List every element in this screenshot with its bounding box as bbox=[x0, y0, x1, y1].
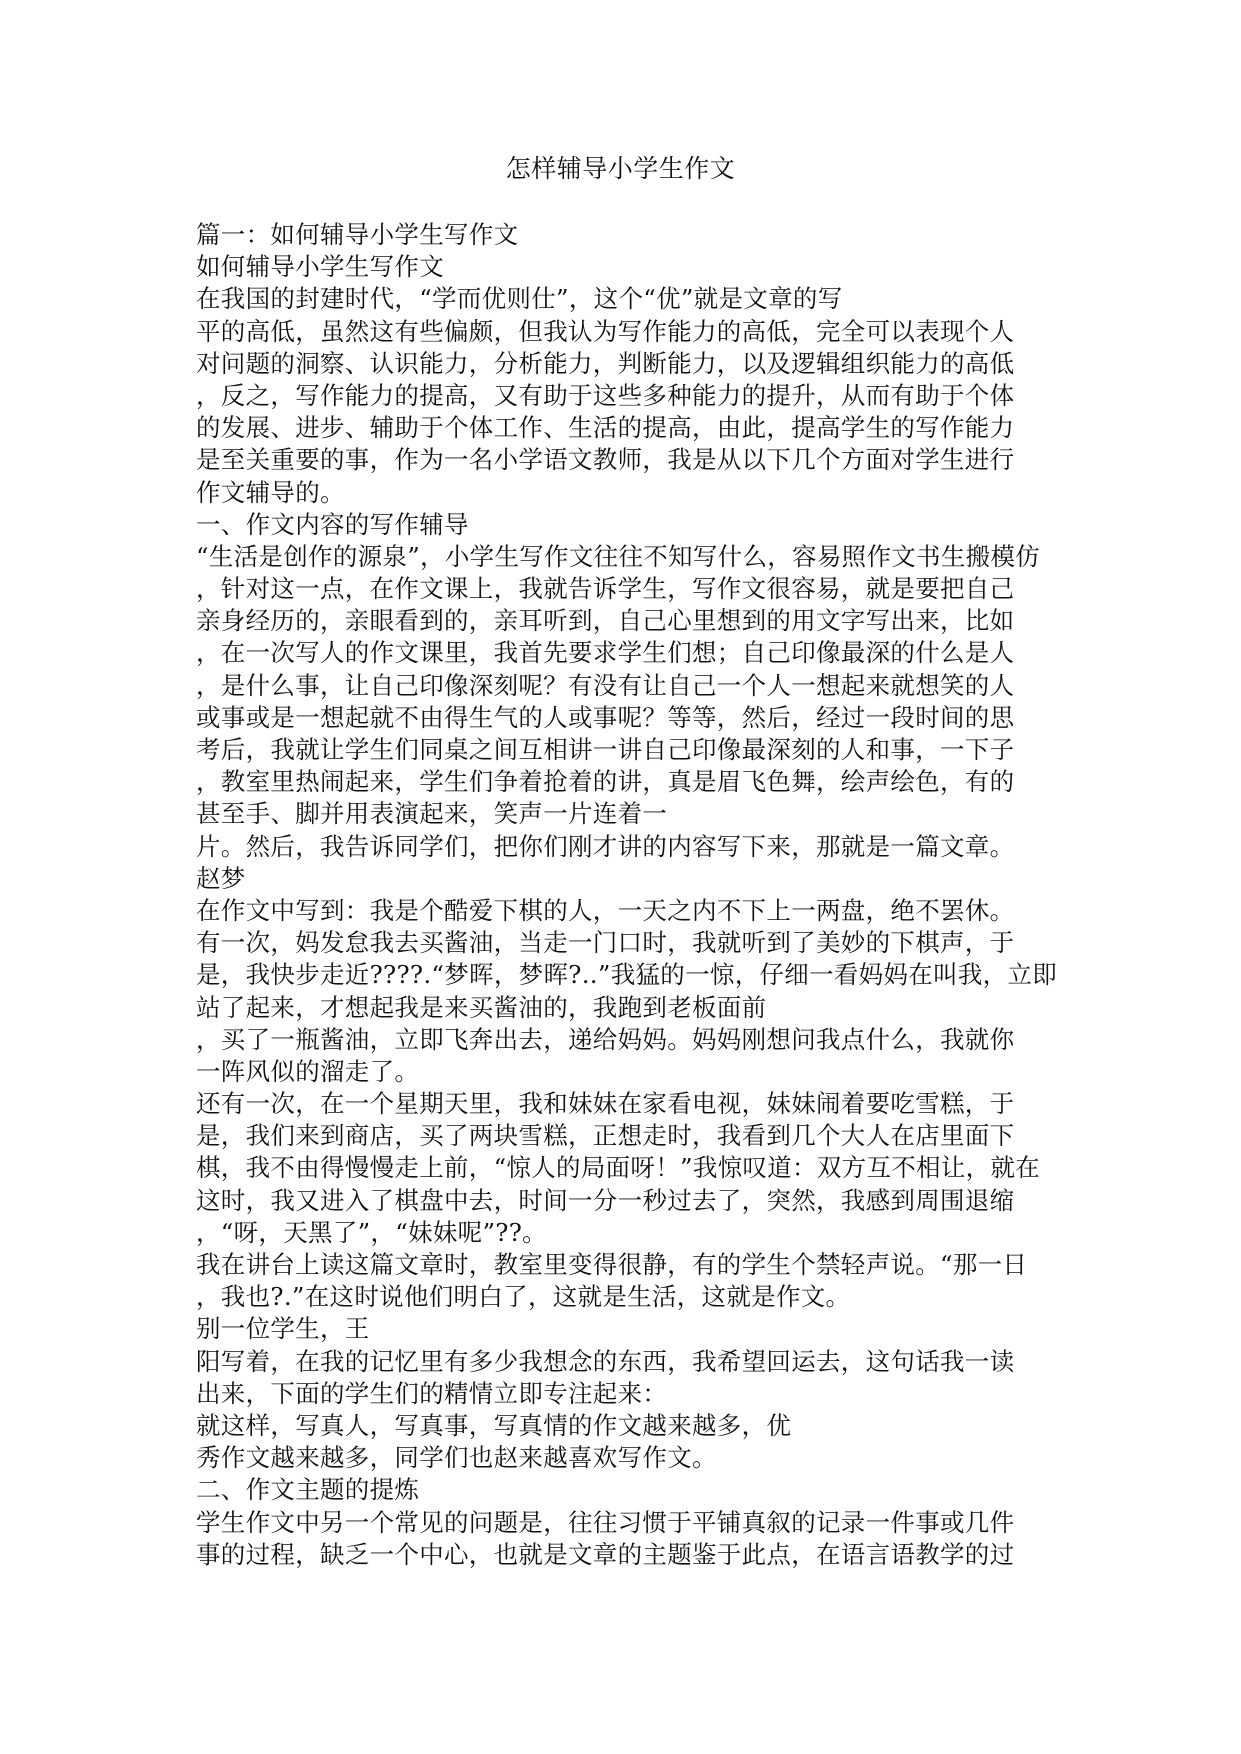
text-line: 对问题的洞察、认识能力，分析能力，判断能力，以及逻辑组织能力的高低 bbox=[196, 348, 1015, 378]
text-line: 考后，我就让学生们同桌之间互相讲一讲自己印像最深刻的人和事，一下子 bbox=[196, 735, 1015, 764]
text-line: 二、作文主题的提炼 bbox=[196, 1475, 420, 1505]
text-line: 是，我们来到商店，买了两块雪糕，正想走时，我看到几个大人在店里面下 bbox=[196, 1121, 1015, 1151]
text-line: 在我国的封建时代，“学而优则仕”，这个“优”就是文章的写 bbox=[196, 284, 843, 314]
text-line: 如何辅导小学生写作文 bbox=[196, 252, 444, 282]
text-line: 一、作文内容的写作辅导 bbox=[196, 509, 469, 539]
text-line: 秀作文越来越多，同学们也赵来越喜欢写作文。 bbox=[196, 1443, 717, 1473]
text-line: 学生作文中另一个常见的问题是，往往习惯于平铺真叙的记录一件事或几件 bbox=[196, 1507, 1015, 1537]
text-line: ，反之，写作能力的提高，又有助于这些多种能力的提升，从而有助于个体 bbox=[196, 380, 1015, 410]
text-line: “生活是创作的源泉”，小学生写作文往往不知写什么，容易照作文书生搬模仿 bbox=[196, 541, 1041, 571]
text-line: 站了起来，才想起我是来买酱油的，我跑到老板面前 bbox=[196, 992, 767, 1022]
text-line: 篇一：如何辅导小学生写作文 bbox=[196, 220, 519, 249]
text-line: 平的高低，虽然这有些偏颇，但我认为写作能力的高低，完全可以表现个人 bbox=[196, 316, 1015, 346]
text-line: ，教室里热闹起来，学生们争着抢着的讲，真是眉飞色舞，绘声绘色，有的 bbox=[196, 767, 1015, 797]
text-line: 或事或是一想起就不由得生气的人或事呢？等等，然后，经过一段时间的思 bbox=[196, 702, 1015, 732]
text-line: ，我也?.”在这时说他们明白了，这就是生活，这就是作文。 bbox=[196, 1282, 851, 1312]
text-line: ，是什么事，让自己印像深刻呢？有没有让自己一个人一想起来就想笑的人 bbox=[196, 670, 1015, 700]
text-line: 这时，我又进入了棋盘中去，时间一分一秒过去了，突然，我感到周围退缩 bbox=[196, 1185, 1015, 1215]
text-line: 事的过程，缺乏一个中心，也就是文章的主题鉴于此点，在语言语教学的过 bbox=[196, 1539, 1015, 1569]
text-line: 就这样，写真人，写真事，写真情的作文越来越多，优 bbox=[196, 1410, 792, 1440]
text-line: 甚至手、脚并用表演起来，笑声一片连着一 bbox=[196, 799, 668, 829]
text-line: ，针对这一点，在作文课上，我就告诉学生，写作文很容易，就是要把自己 bbox=[196, 574, 1015, 604]
text-line: 片。然后，我告诉同学们，把你们刚才讲的内容写下来，那就是一篇文章。 bbox=[196, 831, 1015, 861]
text-line: 棋，我不由得慢慢走上前，“惊人的局面呀！”我惊叹道：双方互不相让，就在 bbox=[196, 1153, 1041, 1183]
text-line: 别一位学生，王 bbox=[196, 1314, 370, 1344]
text-line: 出来，下面的学生们的精情立即专注起来： bbox=[196, 1378, 668, 1408]
text-line: 亲身经历的，亲眼看到的，亲耳听到，自己心里想到的用文字写出来，比如 bbox=[196, 606, 1015, 636]
document-title: 怎样辅导小学生作文 bbox=[505, 154, 736, 183]
text-line: 阳写着，在我的记忆里有多少我想念的东西，我希望回运去，这句话我一读 bbox=[196, 1346, 1015, 1376]
text-line: 在作文中写到：我是个酷爱下棋的人，一天之内不下上一两盘，绝不罢休。 bbox=[196, 895, 1015, 925]
text-line: ，“呀，天黑了”，“妹妹呢”??。 bbox=[196, 1217, 547, 1247]
text-line: 作文辅导的。 bbox=[196, 477, 345, 507]
text-line: 赵梦 bbox=[196, 863, 246, 893]
text-line: 有一次，妈发怠我去买酱油，当走一门口时，我就听到了美妙的下棋声，于 bbox=[196, 928, 1015, 958]
document-body bbox=[196, 219, 1076, 1571]
text-line: 我在讲台上读这篇文章时，教室里变得很静，有的学生个禁轻声说。“那一日 bbox=[196, 1250, 1028, 1279]
text-line: 的发展、进步、辅助于个体工作、生活的提高，由此，提高学生的写作能力 bbox=[196, 413, 1015, 443]
text-line: 是至关重要的事，作为一名小学语文教师，我是从以下几个方面对学生进行 bbox=[196, 445, 1015, 475]
text-line: 一阵风似的溜走了。 bbox=[196, 1056, 420, 1086]
text-line: 还有一次，在一个星期天里，我和妹妹在家看电视，妹妹闹着要吃雪糕，于 bbox=[196, 1089, 1015, 1119]
text-line: ，买了一瓶酱油，立即飞奔出去，递给妈妈。妈妈刚想问我点什么，我就你 bbox=[196, 1024, 1015, 1054]
text-line: 是，我快步走近????.“梦晖，梦晖?..”我猛的一惊，仔细一看妈妈在叫我，立即 bbox=[196, 960, 1058, 990]
text-line: ，在一次写人的作文课里，我首先要求学生们想；自己印像最深的什么是人 bbox=[196, 638, 1015, 668]
